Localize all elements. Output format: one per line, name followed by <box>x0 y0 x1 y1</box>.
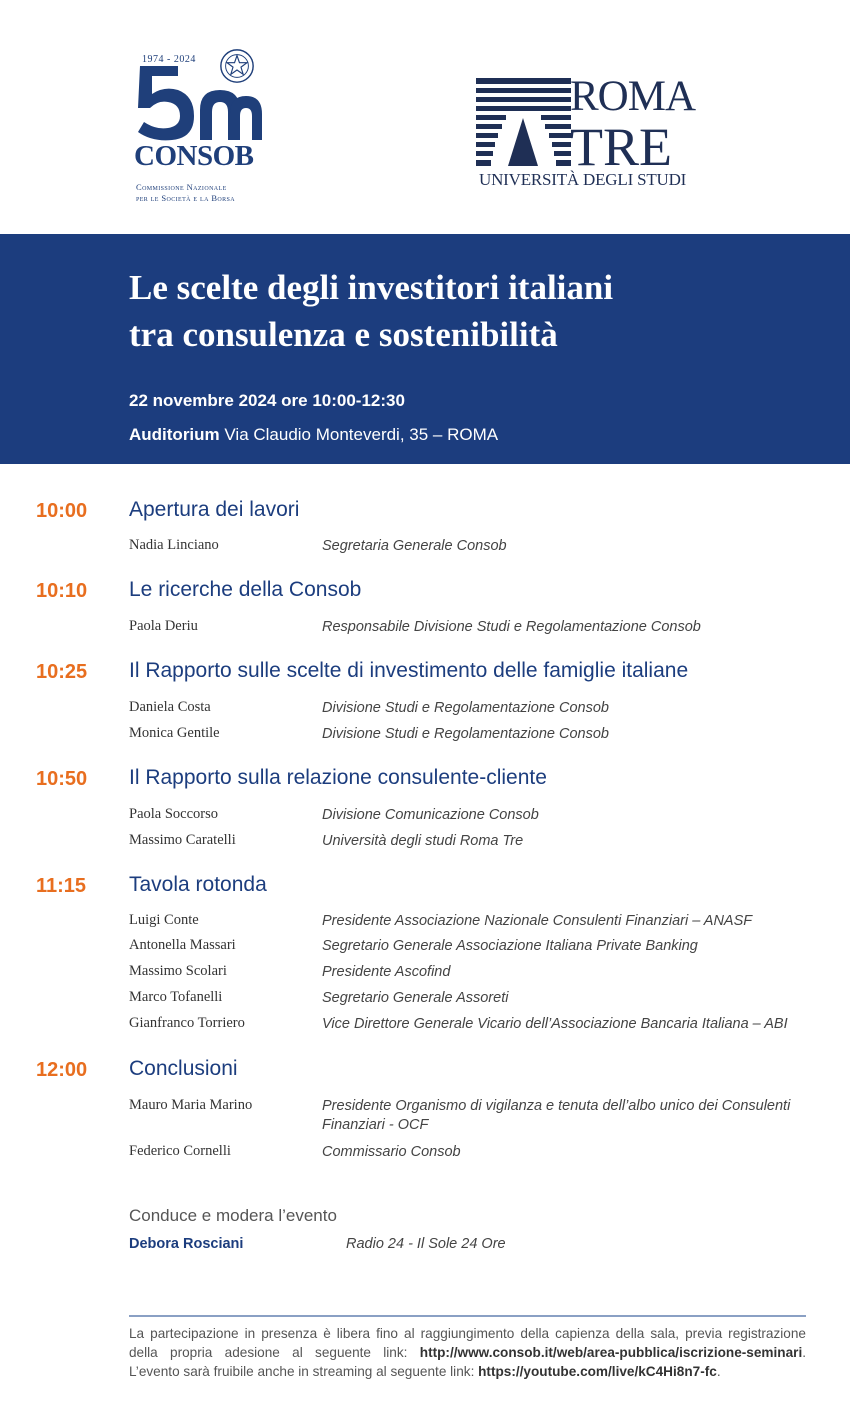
event-date: 22 novembre 2024 ore 10:00-12:30 <box>129 391 405 410</box>
speaker-name: Paola Soccorso <box>129 806 218 822</box>
speaker-role: Presidente Organismo di vigilanza e tenuta dell’albo unico dei Consulenti Finanziari - OCF <box>322 1098 791 1133</box>
moderator-row <box>129 1236 506 1252</box>
consob-subtitle-line1: Commissione Nazionale <box>136 182 227 192</box>
event-title <box>129 264 613 358</box>
speaker-name: Marco Tofanelli <box>129 989 223 1005</box>
speaker-role: Segretario Generale Assoreti <box>322 990 509 1006</box>
speaker-role: Università degli studi Roma Tre <box>322 833 524 849</box>
speaker-name: Massimo Caratelli <box>129 832 236 848</box>
speaker-name: Daniela Costa <box>129 699 211 715</box>
slot-title: Apertura dei lavori <box>129 498 300 521</box>
slot-title: Conclusioni <box>129 1057 238 1080</box>
footer-text-1: La partecipazione in presenza è libera fino al raggiungimento della capienza della sala, previa registrazione della propria adesione al seguente link: <box>129 1326 806 1360</box>
moderator-heading: Conduce e modera l’evento <box>129 1206 337 1225</box>
event-title-line2: tra consulenza e sostenibilità <box>129 315 558 354</box>
slot-time: 12:00 <box>36 1059 88 1081</box>
logo-header <box>0 0 850 234</box>
title-banner <box>0 234 850 464</box>
speaker-role: Segretaria Generale Consob <box>322 538 507 554</box>
slot-title: Il Rapporto sulle scelte di investimento delle famiglie italiane <box>129 659 689 682</box>
roma-tre-arch-icon <box>476 78 571 170</box>
speaker-role: Divisione Studi e Regolamentazione Consob <box>322 700 609 716</box>
slot-time: 10:00 <box>36 500 88 522</box>
registration-link[interactable]: http://www.consob.it/web/area-pubblica/iscrizione-seminari <box>419 1345 803 1360</box>
consob-years: 1974 - 2024 <box>142 54 196 65</box>
speaker-name: Nadia Linciano <box>129 537 219 553</box>
speaker-name: Luigi Conte <box>129 912 199 928</box>
speaker-role: Divisione Comunicazione Consob <box>322 807 539 823</box>
event-title-line1: Le scelte degli investitori italiani <box>129 268 614 307</box>
slot-title: Le ricerche della Consob <box>129 578 362 601</box>
speaker-name: Mauro Maria Marino <box>129 1097 253 1113</box>
slot-title: Tavola rotonda <box>129 873 267 896</box>
speaker-name: Federico Cornelli <box>129 1143 231 1159</box>
speaker-name: Antonella Massari <box>129 937 236 953</box>
speaker-role: Responsabile Divisione Studi e Regolamentazione Consob <box>322 619 701 635</box>
footer-text-2: . L’evento sarà fruibile anche in streaming al seguente link: <box>129 1345 806 1379</box>
speaker-name: Monica Gentile <box>129 725 220 741</box>
registration-note <box>129 1324 806 1381</box>
roma-tre-word-roma: ROMA <box>570 73 696 120</box>
speaker-name: Gianfranco Torriero <box>129 1015 245 1031</box>
italian-republic-emblem-icon <box>218 46 256 86</box>
speaker-name: Paola Deriu <box>129 618 198 634</box>
speaker-role: Divisione Studi e Regolamentazione Consob <box>322 726 609 742</box>
consob-logo <box>134 46 264 206</box>
moderator-name: Debora Rosciani <box>129 1236 244 1252</box>
slot-time: 10:10 <box>36 580 88 602</box>
footer-divider <box>129 1315 806 1317</box>
footer-text-3: . <box>716 1364 721 1379</box>
speaker-role: Vice Direttore Generale Vicario dell’Associazione Bancaria Italiana – ABI <box>322 1016 788 1032</box>
slot-title: Il Rapporto sulla relazione consulente-cliente <box>129 766 547 789</box>
event-venue <box>129 425 498 445</box>
slot-time: 11:15 <box>36 875 87 897</box>
roma-tre-word-tre: TRE <box>570 117 672 177</box>
consob-subtitle-line2: per le Società e la Borsa <box>136 193 236 203</box>
moderator-organization: Radio 24 - Il Sole 24 Ore <box>346 1236 506 1252</box>
consob-name: CONSOB <box>134 140 254 172</box>
speaker-role: Commissario Consob <box>322 1144 461 1160</box>
speaker-name: Massimo Scolari <box>129 963 227 979</box>
slot-time: 10:25 <box>36 661 88 683</box>
streaming-link[interactable]: https://youtube.com/live/kC4Hi8n7-fc <box>478 1364 717 1379</box>
slot-time: 10:50 <box>36 768 88 790</box>
event-venue-name: Auditorium <box>129 425 220 444</box>
speaker-role: Presidente Ascofind <box>322 964 451 980</box>
speaker-role: Segretario Generale Associazione Italiana Private Banking <box>322 938 698 954</box>
roma-tre-university-line: UNIVERSITÀ DEGLI STUDI <box>479 170 687 189</box>
speaker-role: Presidente Associazione Nazionale Consulenti Finanziari – ANASF <box>322 913 753 929</box>
roma-tre-logo <box>476 73 696 192</box>
event-venue-address: Via Claudio Monteverdi, 35 – ROMA <box>219 425 499 444</box>
